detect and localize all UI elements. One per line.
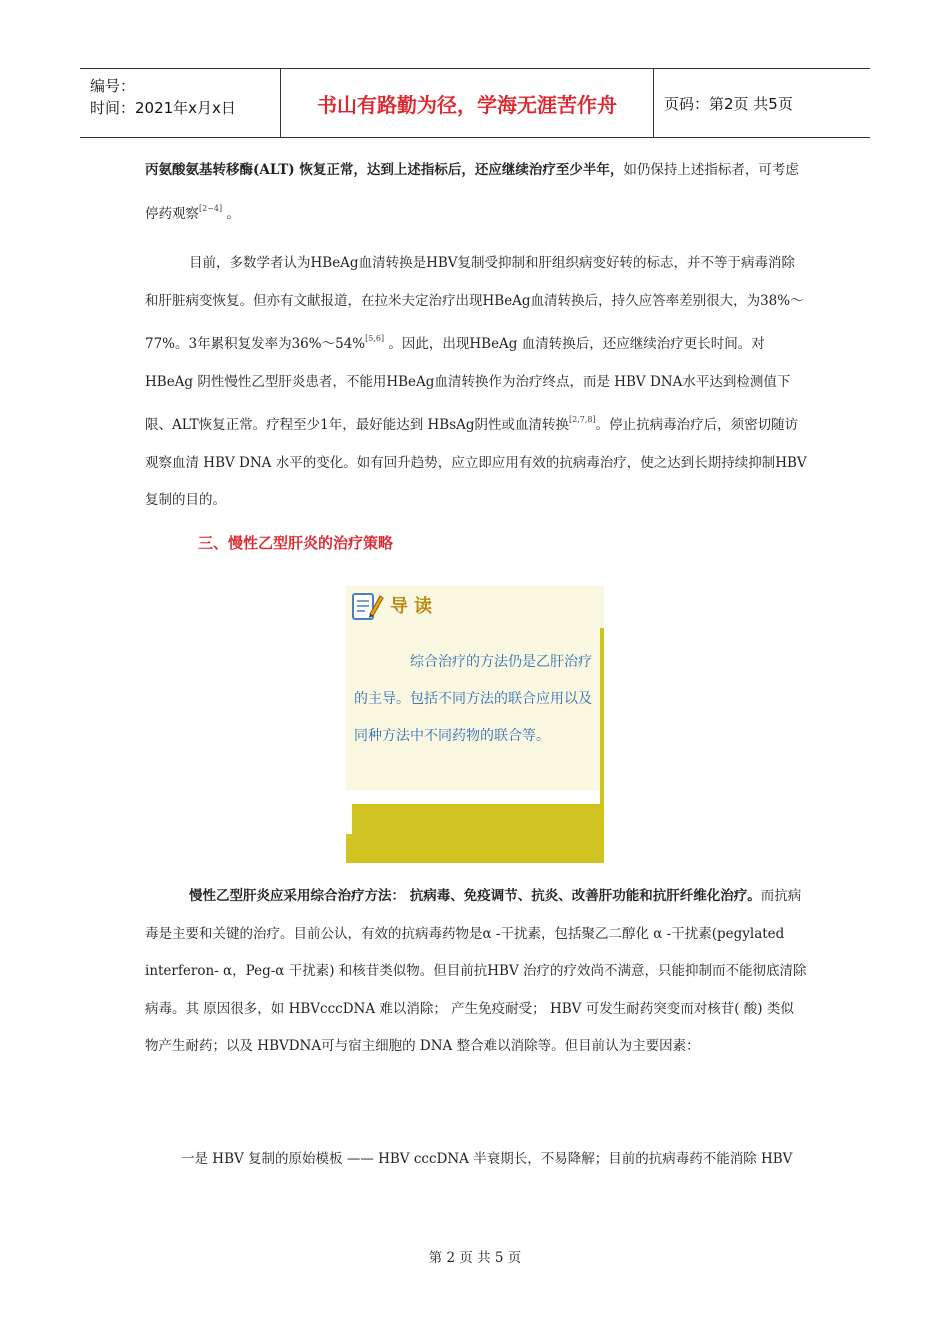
paragraph-1-bold: 丙氨酸氨基转移酶(ALT) 恢复正常，达到上述指标后，还应继续治疗至少半年， (145, 162, 624, 178)
paragraph-3-bold: 慢性乙型肝炎应采用综合治疗方法： 抗病毒、免疫调节、抗炎、改善肝功能和抗肝纤维化治疗。 (189, 888, 761, 904)
notepad-pencil-icon (350, 588, 384, 622)
paragraph-2 (145, 245, 807, 520)
citation: [2~4] (199, 203, 223, 213)
page-footer: 第 2 页 共 5 页 (428, 1250, 522, 1266)
paragraph-3 (145, 878, 807, 1066)
paragraph-4 (145, 1141, 807, 1179)
header-meta-cell (80, 69, 281, 137)
page-header (80, 68, 870, 138)
paragraph-1-end: 。 (222, 205, 240, 222)
header-motto: 书山有路勤为径，学海无涯苦作舟 (281, 69, 654, 137)
paragraph-2-text-c: 。停止抗病毒治疗后，须密切随访观察血清 HBV DNA 水平的变化。如有回升趋势，应立即应用有效的抗病毒治疗，使之达到长期持续抑制HBV 复制的目的。 (145, 417, 807, 508)
guide-box-gap (346, 790, 600, 804)
paragraph-4-text: 一是 HBV 复制的原始模板 —— HBV cccDNA 半衰期长，不易降解；目前的抗病毒药不能消除 HBV (181, 1151, 793, 1167)
citation: [2,7,8] (569, 415, 596, 424)
paragraph-2-text-b: 。因此，出现HBeAg 血清转换后，还应继续治疗更长时间。对HBeAg 阴性慢性乙型肝炎患者，不能用HBeAg血清转换作为治疗终点，而是 HBV DNA水平达到检测值下限、ALT恢复正常。疗程至少1年，最好能达到 HBsAg阴性或血清转换 (145, 336, 791, 433)
header-page-info: 页码：第2页 共5页 (664, 94, 793, 113)
paragraph-1 (145, 152, 807, 233)
paragraph-2-text-a: 目前，多数学者认为HBeAg血清转换是HBV复制受抑制和肝组织病变好转的标志，并不等于病毒消除和肝脏病变恢复。但亦有文献报道，在拉米夫定治疗出现HBeAg血清转换后，持久应答率差别很大，为38%～77%。3年累积复发率为36%～54% (145, 255, 804, 352)
section-heading: 三、慢性乙型肝炎的治疗策略 (198, 534, 394, 552)
guide-box-body-text: 综合治疗的方法仍是乙肝治疗的主导。包括不同方法的联合应用以及同种方法中不同药物的联合等。 (354, 654, 592, 744)
guide-box (346, 586, 604, 863)
citation: [5,6] (365, 334, 385, 343)
guide-box-body (354, 644, 596, 755)
date-label: 时间：2021年x月x日 (90, 99, 236, 117)
guide-box-accent (346, 804, 352, 834)
paragraph-3-text: 而抗病毒是主要和关键的治疗。目前公认，有效的抗病毒药物是α -干扰素，包括聚乙二醇化 α -干扰素(pegylated interferon- α，Peg-α 干扰素) 和核苷类似物。但目前抗HBV 治疗的疗效尚不满意，只能抑制而不能彻底清除病毒。其 原因很多，如 HBVcccDNA 难以消除； 产生免疫耐受； HBV 可发生耐药突变而对核苷( 酸) 类似物产生耐药；以及 HBVDNA可与宿主细胞的 DNA 整合难以消除等。但目前认为主要因素： (145, 888, 807, 1054)
paragraph-1-text: 如仍保持上述指标者，可考虑停药观察 (145, 162, 799, 222)
guide-box-title: 导读 (390, 596, 438, 617)
number-label: 编号： (90, 77, 136, 95)
